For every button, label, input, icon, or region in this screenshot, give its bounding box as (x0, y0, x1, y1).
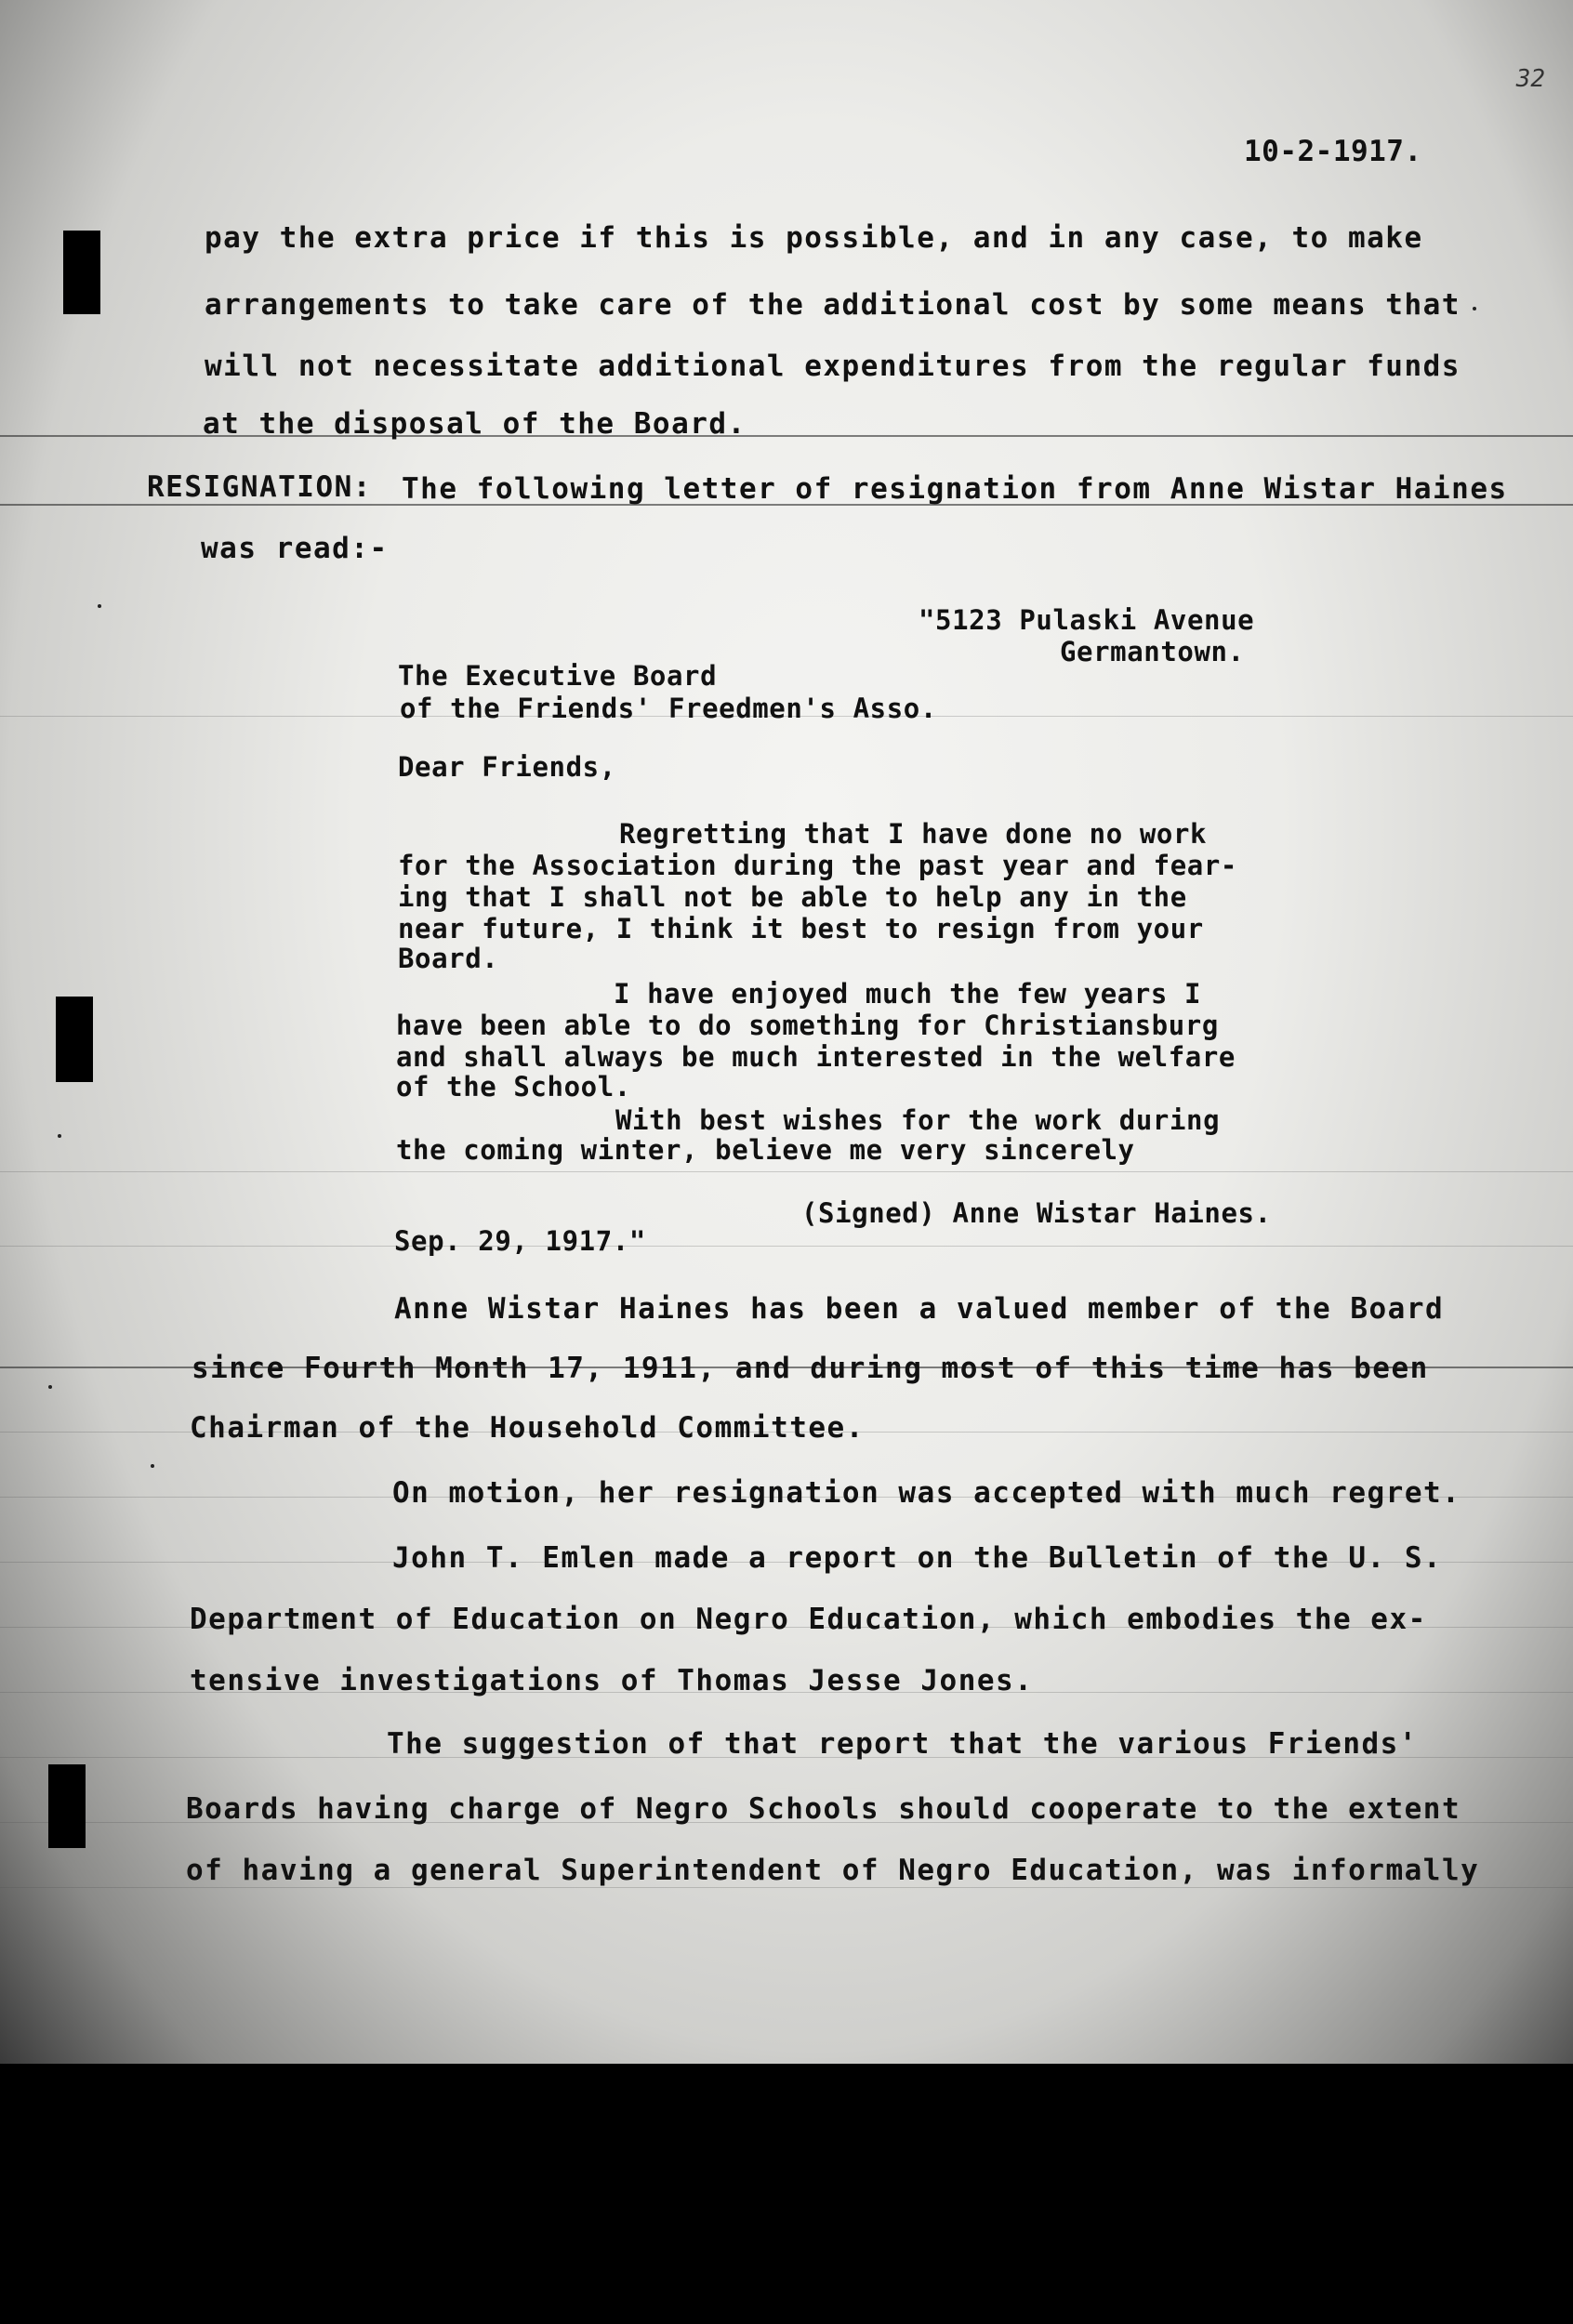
body-line: The suggestion of that report that the various Friends' (387, 1727, 1418, 1761)
letter-address-line: "5123 Pulaski Avenue (919, 604, 1255, 636)
letter-date: Sep. 29, 1917." (394, 1225, 646, 1257)
body-line: of having a general Superintendent of Negro Education, was informally (186, 1854, 1480, 1887)
body-line: On motion, her resignation was accepted with much regret. (392, 1476, 1461, 1510)
scan-border (0, 2064, 1573, 2324)
body-line: John T. Emlen made a report on the Bulletin of the U. S. (392, 1541, 1443, 1575)
punch-hole-mark (48, 1764, 86, 1848)
letter-line: With best wishes for the work during (615, 1104, 1221, 1136)
letter-line: ing that I shall not be able to help any in the (398, 881, 1187, 913)
body-line: since Fourth Month 17, 1911, and during most of this time has been (192, 1352, 1429, 1385)
speck (98, 604, 101, 608)
ruled-line (0, 1171, 1573, 1172)
letter-line: Regretting that I have done no work (619, 818, 1208, 850)
letter-line: I have enjoyed much the few years I (614, 978, 1202, 1010)
letter-line: of the School. (396, 1071, 631, 1103)
body-line: Boards having charge of Negro Schools should cooperate to the extent (186, 1792, 1461, 1826)
section-heading-resignation: RESIGNATION: (147, 470, 372, 504)
body-line: will not necessitate additional expenditures from the regular funds (205, 350, 1461, 383)
letter-address-line: Germantown. (1060, 636, 1245, 667)
body-line: Department of Education on Negro Education, which embodies the ex- (190, 1603, 1427, 1636)
letter-line: and shall always be much interested in the welfare (396, 1041, 1236, 1073)
body-line: was read:- (201, 532, 389, 565)
body-line: pay the extra price if this is possible, and in any case, to make (205, 221, 1423, 255)
letter-line: have been able to do something for Christiansburg (396, 1010, 1219, 1041)
letter-signature: (Signed) Anne Wistar Haines. (801, 1197, 1272, 1229)
letter-line: for the Association during the past year and fear- (398, 850, 1237, 881)
speck (151, 1464, 154, 1468)
ruled-line (0, 1246, 1573, 1247)
letter-salutation: Dear Friends, (398, 751, 616, 783)
body-line: tensive investigations of Thomas Jesse Jones. (190, 1664, 1034, 1697)
letter-recipient-line: The Executive Board (398, 660, 718, 692)
body-line: arrangements to take care of the additional cost by some means that (205, 288, 1461, 322)
punch-hole-mark (56, 997, 93, 1082)
body-line: at the disposal of the Board. (203, 407, 747, 441)
speck (48, 1385, 52, 1389)
punch-hole-mark (63, 231, 100, 314)
letter-line: Board. (398, 943, 499, 974)
speck (1473, 307, 1476, 310)
body-line: The following letter of resignation from Anne Wistar Haines (402, 472, 1508, 506)
body-line: Anne Wistar Haines has been a valued member of the Board (394, 1292, 1445, 1326)
letter-line: the coming winter, believe me very sincerely (396, 1134, 1135, 1166)
body-line: Chairman of the Household Committee. (190, 1411, 865, 1445)
document-date: 10-2-1917. (1244, 135, 1422, 168)
letter-line: near future, I think it best to resign from your (398, 913, 1204, 944)
speck (58, 1134, 61, 1138)
ruled-line (0, 1887, 1573, 1888)
page-number: 32 (1515, 65, 1545, 93)
letter-recipient-line: of the Friends' Freedmen's Asso. (400, 693, 937, 724)
